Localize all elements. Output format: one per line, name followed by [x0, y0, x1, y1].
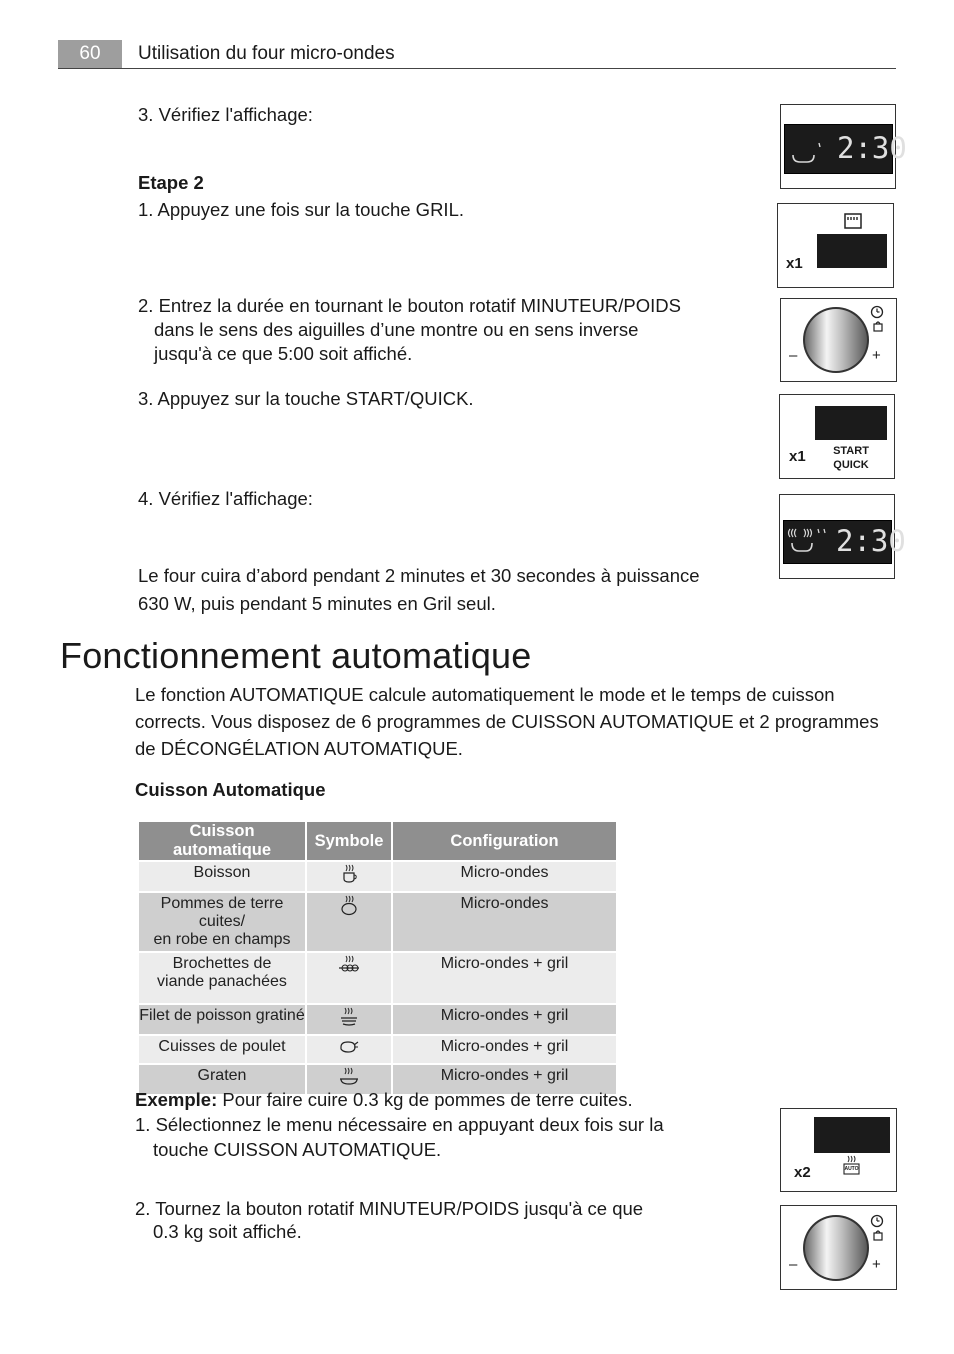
program-config: Micro-ondes + gril: [393, 1065, 616, 1094]
knob-plus: +: [872, 1256, 881, 1273]
step2-item4: 4. Vérifiez l'affichage:: [138, 488, 313, 509]
auto-label: AUTO: [844, 1166, 859, 1172]
col-header-symbol: Symbole: [307, 822, 391, 860]
program-name-line1: Pommes de terre cuites/: [160, 895, 284, 930]
start-label: START: [833, 445, 869, 457]
weight-icon: [872, 1229, 884, 1241]
intro-line1: Le fonction AUTOMATIQUE calcule automatiquement le mode et le temps de cuisson: [135, 684, 835, 705]
example-step2-line2: 0.3 kg soit affiché.: [153, 1221, 302, 1242]
col-header-config: Configuration: [393, 822, 616, 860]
program-name: Filet de poisson gratiné: [139, 1005, 305, 1034]
step2-item2-line3: jusqu'à ce que 5:00 soit affiché.: [154, 343, 413, 364]
program-config: Micro-ondes + gril: [393, 1005, 616, 1034]
table-row: [139, 953, 616, 1003]
example-text: Pour faire cuire 0.3 kg de pommes de terre cuites.: [217, 1089, 633, 1110]
program-name: [139, 893, 305, 951]
table-row: [139, 893, 616, 951]
example-label: Exemple:: [135, 1089, 218, 1110]
gril-press-count: x1: [786, 255, 803, 272]
display-figure-2: [779, 494, 906, 579]
step2-item3: 3. Appuyez sur la touche START/QUICK.: [138, 388, 474, 409]
step2-heading: Etape 2: [138, 172, 204, 193]
program-name: Graten: [139, 1065, 305, 1094]
auto-cooking-button[interactable]: [814, 1117, 890, 1153]
knob-figure-1: [780, 298, 897, 382]
program-name: [139, 953, 305, 1003]
example-step2-line1: 2. Tournez la bouton rotatif MINUTEUR/POIDS jusqu'à ce que: [135, 1198, 644, 1219]
oven-grill-icon: [844, 213, 862, 229]
lcd-display-2: [783, 520, 906, 564]
section-title: Fonctionnement automatique: [60, 635, 532, 676]
knob-plus: +: [872, 347, 881, 364]
example-step1-line1: 1. Sélectionnez le menu nécessaire en appuyant deux fois sur la: [135, 1114, 664, 1135]
lcd-time-2: 2:30: [836, 524, 906, 558]
verify-display-text: 3. Vérifiez l'affichage:: [138, 104, 313, 125]
skewer-icon: [307, 953, 391, 1003]
step2-item1: 1. Appuyez une fois sur la touche GRIL.: [138, 199, 464, 220]
summary-line2: 630 W, puis pendant 5 minutes en Gril seul.: [138, 593, 496, 614]
program-config: Micro-ondes + gril: [393, 953, 616, 1003]
lcd-time: 2:30: [837, 131, 907, 165]
knob-minus: –: [789, 347, 798, 364]
summary-line1: Le four cuira d’abord pendant 2 minutes et 30 secondes à puissance: [138, 565, 700, 586]
page-number: 60: [58, 40, 122, 68]
start-press-count: x1: [789, 448, 806, 465]
example-paragraph: [135, 1088, 633, 1112]
auto-press-count: x2: [794, 1164, 811, 1181]
gril-button-figure: [777, 203, 894, 288]
lcd-display: [784, 124, 907, 174]
table-row: [139, 862, 616, 891]
potato-icon: [307, 893, 391, 951]
table-row: [139, 1036, 616, 1063]
col-header-program: Cuisson automatique: [139, 822, 305, 860]
program-name-line1: Brochettes de: [172, 955, 272, 972]
knob-minus: –: [789, 1256, 798, 1273]
knob-figure-2: [780, 1205, 897, 1290]
fish-icon: [307, 1005, 391, 1034]
start-quick-button[interactable]: [815, 406, 887, 440]
quick-label: QUICK: [833, 459, 869, 471]
header-rule: [58, 68, 896, 69]
display-figure-1: [780, 104, 907, 189]
table-header-row: [139, 822, 616, 860]
step2-item2-line1: 2. Entrez la durée en tournant le bouton rotatif MINUTEUR/POIDS: [138, 295, 681, 316]
step2-item2-line2: dans le sens des aiguilles d’une montre ou en sens inverse: [154, 319, 639, 340]
program-name-line2: en robe en champs: [153, 931, 291, 948]
auto-button-figure: [780, 1108, 897, 1192]
table-row: [139, 1005, 616, 1034]
program-name: Boisson: [139, 862, 305, 891]
start-button-figure: [779, 394, 895, 479]
chicken-leg-icon: [307, 1036, 391, 1063]
clock-icon: [870, 1214, 884, 1228]
weight-icon: [872, 320, 884, 332]
program-config: Micro-ondes: [393, 893, 616, 951]
intro-line3: de DÉCONGÉLATION AUTOMATIQUE.: [135, 738, 463, 759]
running-title: Utilisation du four micro-ondes: [138, 43, 395, 64]
intro-line2: corrects. Vous disposez de 6 programmes de CUISSON AUTOMATIQUE et 2 programmes: [135, 711, 879, 732]
clock-icon: [870, 305, 884, 319]
program-config: Micro-ondes: [393, 862, 616, 891]
gril-button[interactable]: [817, 234, 887, 268]
cup-icon: [307, 862, 391, 891]
program-name-line2: viande panachées: [157, 973, 287, 990]
example-step1-line2: touche CUISSON AUTOMATIQUE.: [153, 1139, 442, 1160]
program-name: Cuisses de poulet: [139, 1036, 305, 1063]
program-config: Micro-ondes + gril: [393, 1036, 616, 1063]
auto-cooking-table: [137, 820, 618, 1096]
subheading-cuisson: Cuisson Automatique: [135, 779, 326, 800]
